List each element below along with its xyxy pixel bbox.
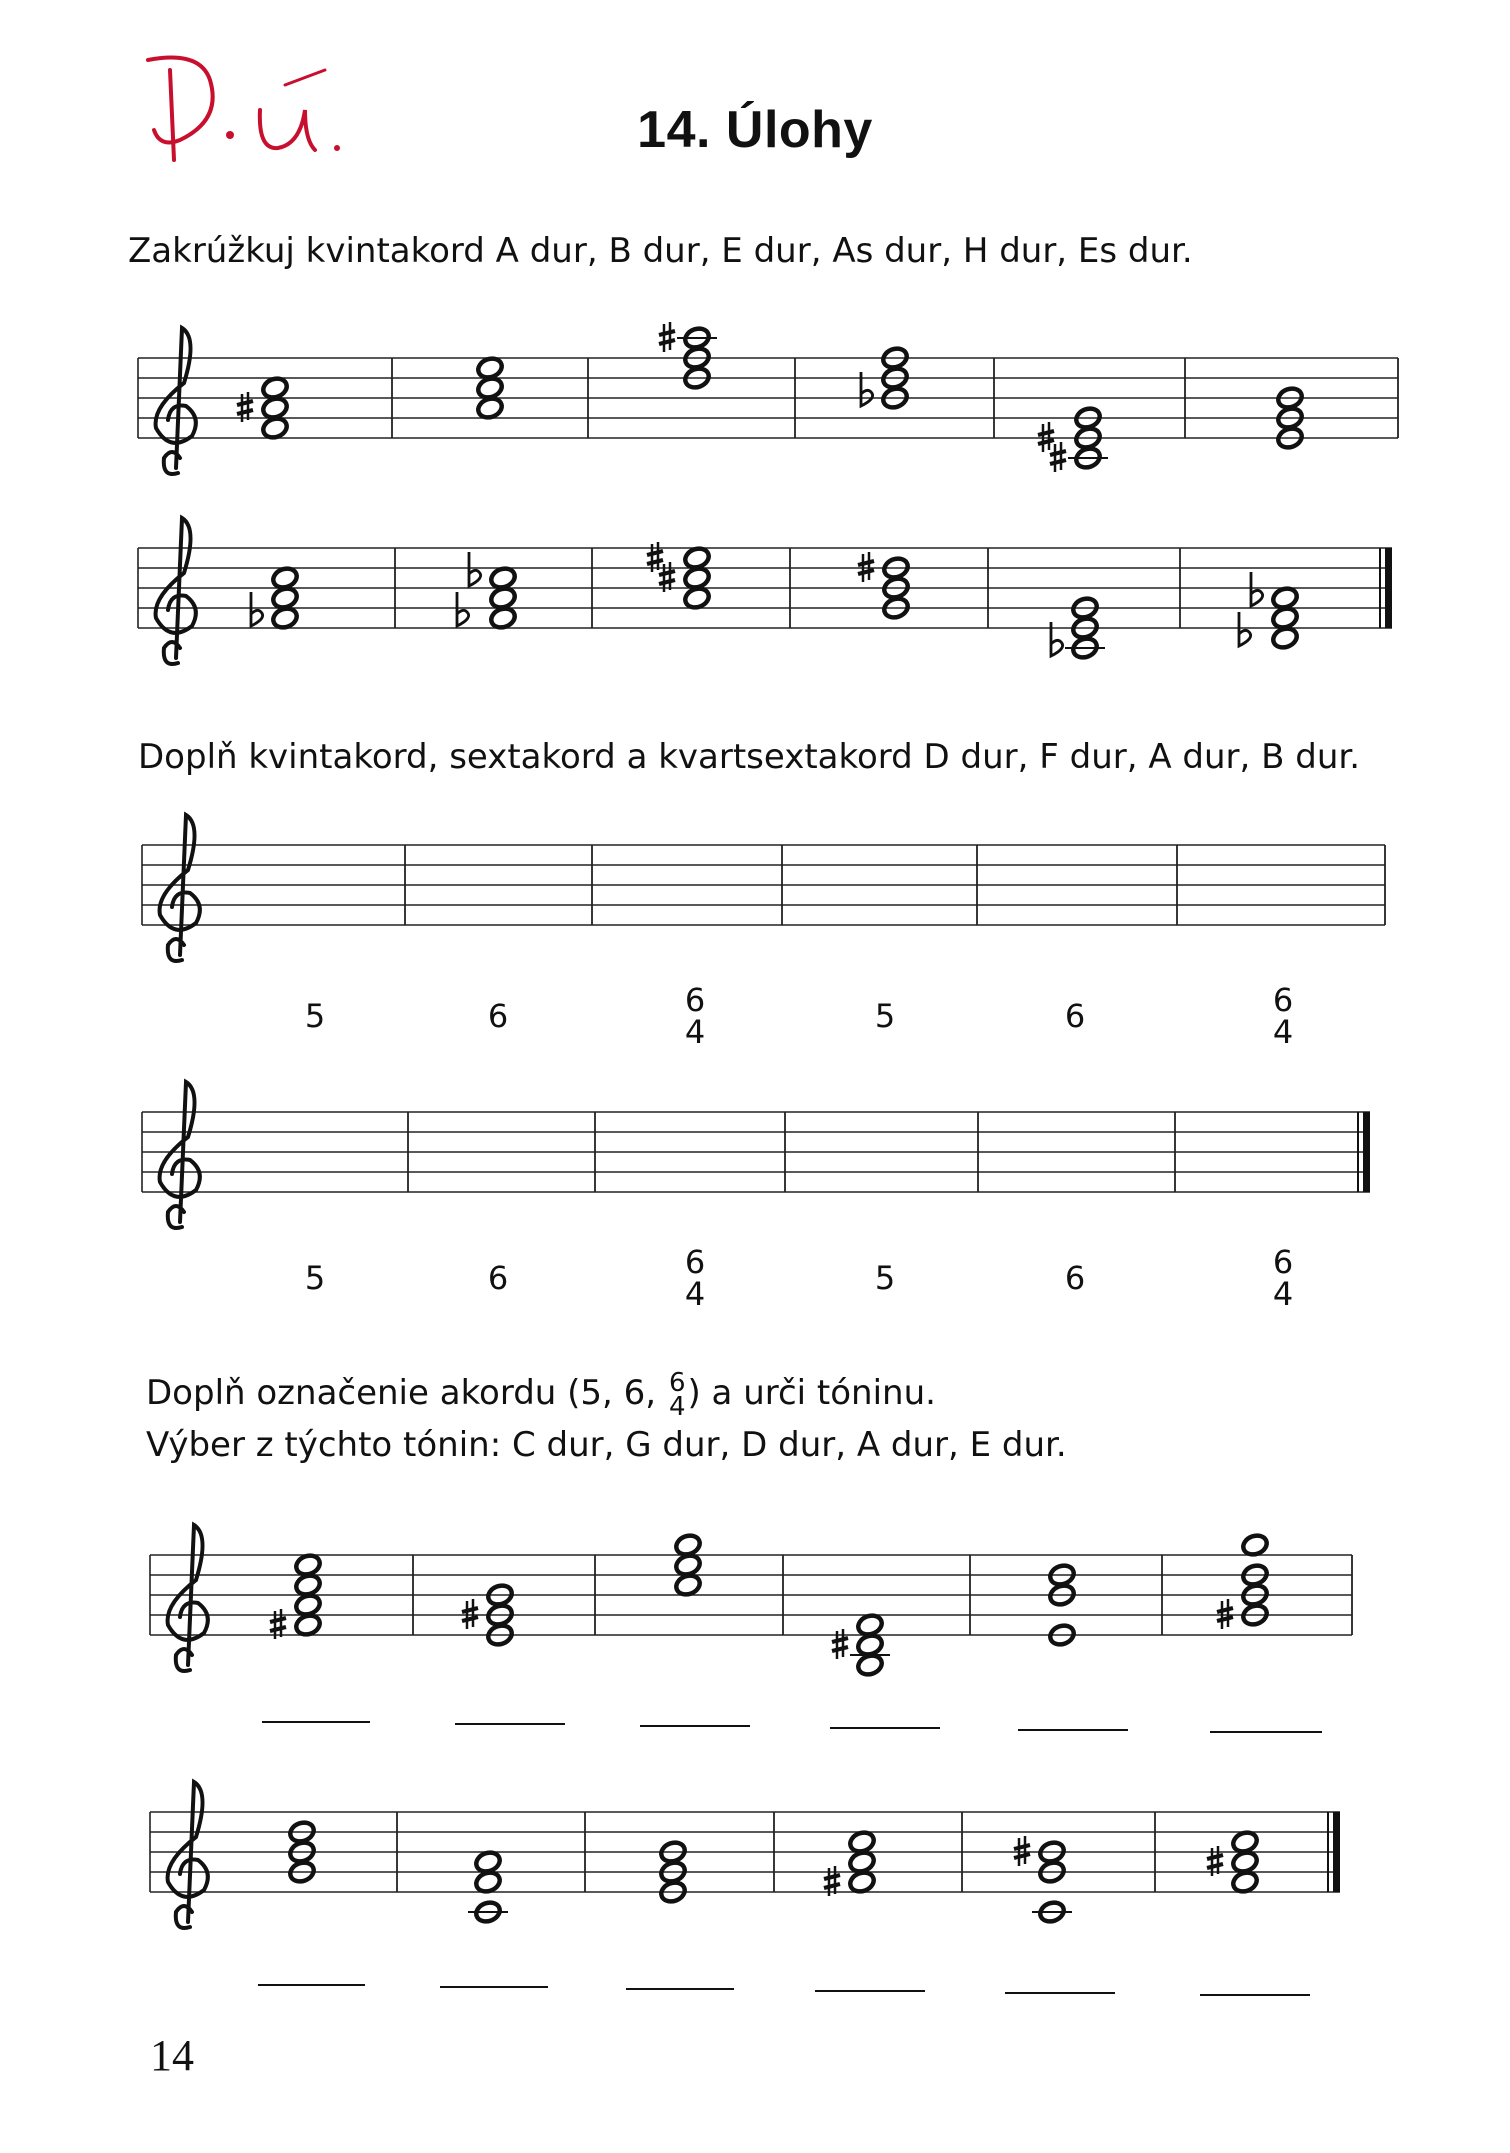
staff (138, 518, 1392, 664)
staff (142, 1082, 1370, 1228)
sharp-icon (858, 552, 874, 582)
whole-note-icon (474, 1849, 503, 1874)
chord-figure: 5 (874, 1259, 896, 1297)
chord (476, 355, 505, 420)
chord-figure: 5 (874, 997, 896, 1035)
exercise-2-instruction: Doplň kvintakord, sextakord a kvartsextakord D dur, F dur, A dur, B dur. (138, 737, 1361, 777)
staff (138, 322, 1398, 474)
inline-figure-top: 6 (668, 1367, 686, 1398)
chord-figure: 6 (487, 1259, 509, 1297)
whole-note-icon (271, 565, 300, 590)
whole-note-icon (489, 565, 518, 590)
chord (1207, 1829, 1259, 1894)
flat-icon (861, 372, 873, 406)
whole-note-icon (1271, 585, 1300, 610)
staff (150, 1782, 1340, 1928)
final-barline-thick (1363, 1112, 1370, 1192)
sharp-icon (1217, 1599, 1233, 1629)
page-title: 14. Úlohy (637, 101, 873, 159)
page-number: 14 (150, 2031, 194, 2080)
chord-figure: 5 (304, 997, 326, 1035)
instruction-text-before: Doplň označenie akordu (5, 6, (146, 1373, 667, 1413)
flat-icon (251, 592, 263, 626)
chord (647, 542, 711, 611)
chord-figure: 6 (1064, 997, 1086, 1035)
treble-clef-icon (160, 1082, 200, 1228)
whole-note-icon (683, 545, 712, 570)
chord-figure: 5 (304, 1259, 326, 1297)
flat-icon (469, 552, 481, 586)
chord (251, 565, 299, 630)
inline-figure-bottom: 4 (668, 1391, 686, 1422)
whole-note-icon (674, 1532, 703, 1557)
chord (824, 1829, 876, 1896)
chord-figure: 6 4 (684, 1243, 706, 1313)
chord (457, 552, 517, 631)
chord-figure: 6 (1064, 1259, 1086, 1297)
exercise-1-instruction: Zakrúžkuj kvintakord A dur, B dur, E dur, As dur, H dur, Es dur. (128, 231, 1193, 271)
whole-note-icon (261, 375, 290, 400)
flat-icon (1239, 612, 1251, 646)
chord (237, 375, 289, 440)
flat-icon (1051, 622, 1063, 656)
sharp-icon (1050, 442, 1066, 472)
answer-lines (262, 1722, 1322, 1732)
staff (150, 1525, 1352, 1678)
treble-clef-icon (160, 815, 200, 961)
chord (1014, 1836, 1072, 1925)
chord-figure: 6 4 (1272, 1243, 1294, 1313)
staff (142, 815, 1385, 961)
answer-lines (258, 1985, 1310, 1995)
treble-clef-icon (168, 1525, 208, 1671)
chord (659, 322, 717, 391)
chord (858, 552, 910, 621)
sharp-icon (462, 1599, 478, 1629)
flat-icon (457, 592, 469, 626)
whole-note-icon (1241, 1532, 1270, 1557)
chord (674, 1532, 703, 1597)
sharp-icon (659, 322, 675, 352)
treble-clef-icon (168, 1782, 208, 1928)
whole-note-icon (1231, 1829, 1260, 1854)
sharp-icon (1038, 422, 1054, 452)
treble-clef-icon (156, 518, 196, 664)
chord (468, 1849, 508, 1924)
flat-icon (1251, 572, 1263, 606)
sharp-icon (1014, 1836, 1030, 1866)
sharp-icon (832, 1629, 848, 1659)
chord-figure: 6 4 (684, 981, 706, 1051)
exercise-3-instruction-line2: Výber z týchto tónin: C dur, G dur, D dur, A dur, E dur. (146, 1425, 1067, 1465)
treble-clef-icon (156, 328, 196, 474)
chord (832, 1612, 890, 1677)
final-barline-thick (1385, 548, 1392, 628)
instruction-text-after: ) a urči tóninu. (687, 1373, 936, 1413)
whole-note-icon (848, 1829, 877, 1854)
whole-note-icon (294, 1552, 323, 1577)
chord (1239, 572, 1299, 651)
final-barline-thick (1333, 1812, 1340, 1892)
whole-note-icon (856, 1612, 885, 1637)
chord-figure: 6 4 (1272, 981, 1294, 1051)
whole-note-icon (476, 355, 505, 380)
chord-figure: 6 (487, 997, 509, 1035)
